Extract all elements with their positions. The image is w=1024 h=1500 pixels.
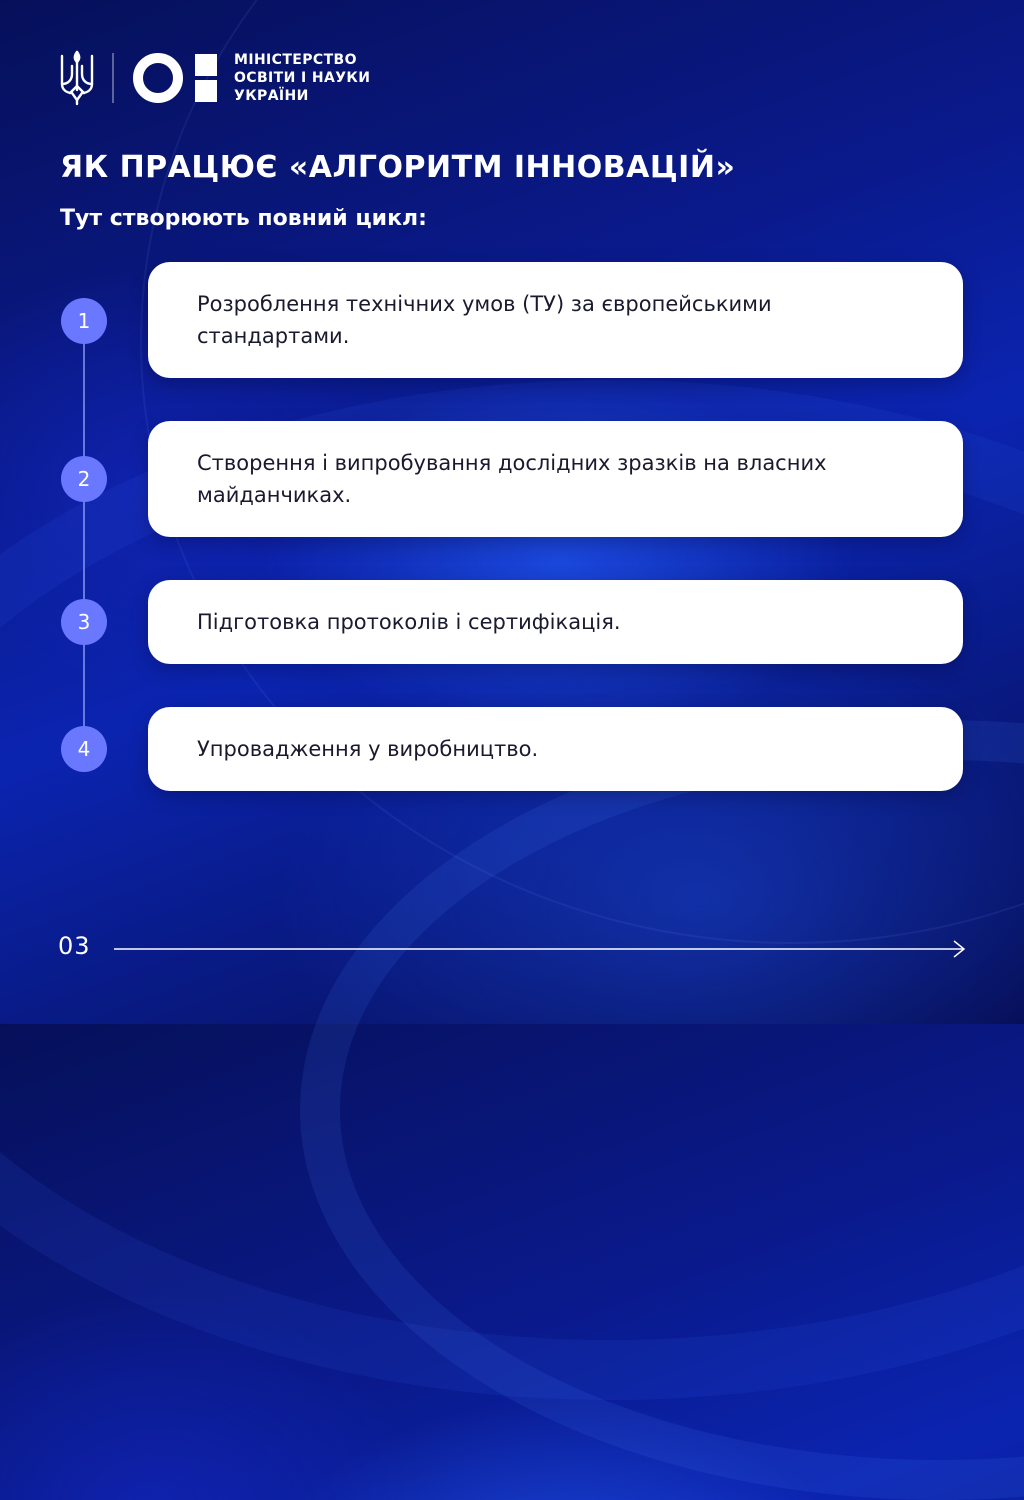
step-number-badge: 2: [61, 456, 107, 502]
step-text: Розроблення технічних умов (ТУ) за європейськими стандартами.: [197, 292, 772, 348]
step-text: Підготовка протоколів і сертифікація.: [197, 610, 621, 634]
ministry-name: [234, 51, 370, 105]
page-subtitle: Тут створюють повний цикл:: [60, 206, 427, 231]
header-divider: [112, 53, 114, 103]
step-text: Створення і випробування дослідних зразків на власних майданчиках.: [197, 451, 827, 507]
mon-logo-icon: [132, 52, 222, 104]
arrow-right-icon: [114, 938, 966, 960]
ministry-name-line: ОСВІТИ І НАУКИ: [234, 70, 371, 86]
step-text: Упровадження у виробництво.: [197, 737, 539, 761]
ministry-name-line: МІНІСТЕРСТВО: [234, 52, 357, 68]
step-number-badge: 4: [61, 726, 107, 772]
timeline-line: [83, 322, 85, 748]
page-number: 03: [58, 932, 91, 960]
header: [58, 50, 370, 106]
ministry-name-line: УКРАЇНИ: [234, 88, 309, 104]
ukraine-trident-icon: [58, 50, 96, 106]
step-number-badge: 1: [61, 298, 107, 344]
background-wave: [300, 720, 1024, 1500]
step-card: [148, 262, 963, 378]
step-card: [148, 580, 963, 664]
page-title: ЯК ПРАЦЮЄ «АЛГОРИТМ ІННОВАЦІЙ»: [60, 150, 736, 185]
step-number-badge: 3: [61, 599, 107, 645]
step-card: [148, 707, 963, 791]
step-card: [148, 421, 963, 537]
